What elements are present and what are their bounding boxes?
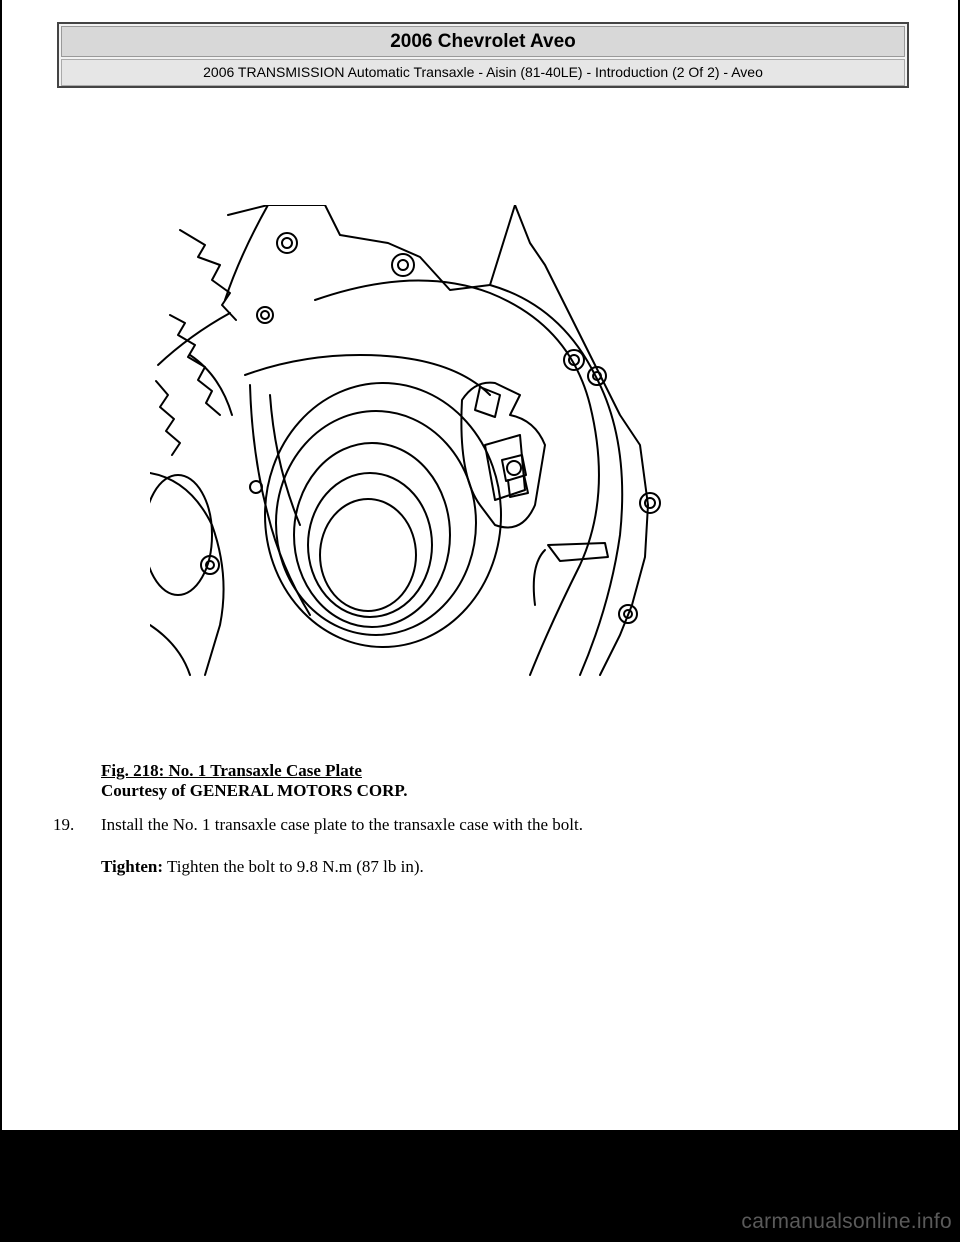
figure-caption-title: Fig. 218: No. 1 Transaxle Case Plate: [101, 761, 362, 780]
transaxle-case-plate-illustration: [150, 205, 690, 683]
watermark-text: carmanualsonline.info: [741, 1210, 952, 1233]
tighten-text: Tighten the bolt to 9.8 N.m (87 lb in).: [163, 857, 424, 876]
step-text: Install the No. 1 transaxle case plate to the transaxle case with the bolt.: [101, 815, 583, 834]
header-subtitle: 2006 TRANSMISSION Automatic Transaxle - Aisin (81-40LE) - Introduction (2 Of 2) - Aveo: [61, 59, 905, 86]
figure-caption-credit: Courtesy of GENERAL MOTORS CORP.: [101, 781, 408, 800]
step-number: 19.: [53, 815, 75, 834]
figure-caption: [101, 761, 408, 801]
page-left-border: [0, 0, 2, 1130]
header-title: 2006 Chevrolet Aveo: [61, 26, 905, 57]
tighten-label: Tighten:: [101, 857, 164, 876]
document-header: [57, 22, 909, 88]
torque-specification: [101, 857, 424, 877]
